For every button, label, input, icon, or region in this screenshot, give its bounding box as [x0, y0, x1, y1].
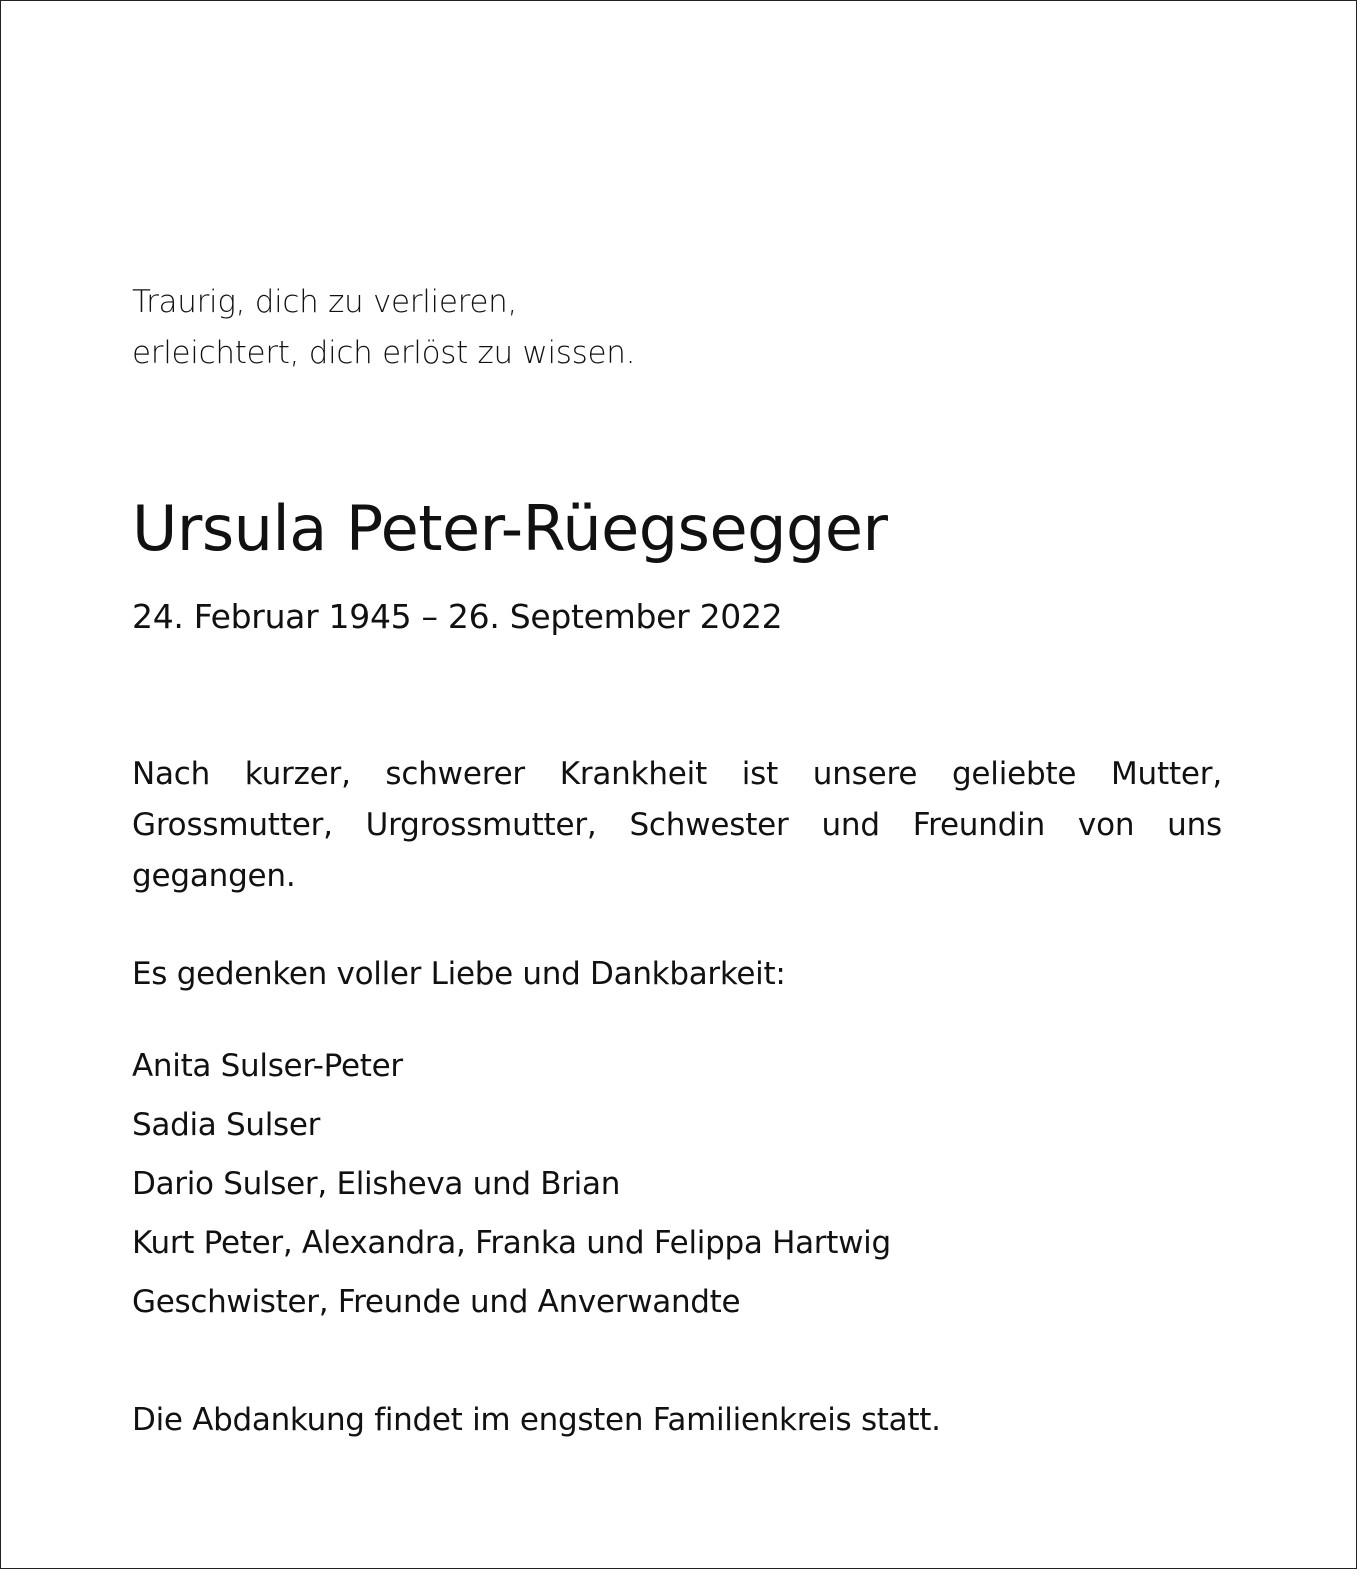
ceremony-note: Die Abdankung findet im engsten Familienkreis statt.	[132, 1402, 941, 1438]
motto	[132, 277, 635, 379]
mourner-item: Kurt Peter, Alexandra, Franka und Felippa Hartwig	[132, 1225, 891, 1261]
life-dates: 24. Februar 1945 – 26. September 2022	[132, 597, 783, 636]
deceased-name: Ursula Peter-Rüegsegger	[132, 492, 888, 565]
mourner-item: Dario Sulser, Elisheva und Brian	[132, 1166, 621, 1202]
mourners-intro: Es gedenken voller Liebe und Dankbarkeit:	[132, 956, 786, 992]
mourners-list	[132, 1043, 891, 1338]
mourner-item: Sadia Sulser	[132, 1107, 321, 1143]
mourner-item: Geschwister, Freunde und Anverwandte	[132, 1284, 741, 1320]
announcement-text: Nach kurzer, schwerer Krankheit ist unsere geliebte Mutter, Grossmutter, Urgrossmutter, Schwester und Freundin von uns gegangen.	[132, 756, 1222, 894]
motto-line-2: erleichtert, dich erlöst zu wissen.	[132, 335, 636, 371]
mourner-item: Anita Sulser-Peter	[132, 1048, 403, 1084]
motto-line-1: Traurig, dich zu verlieren,	[132, 284, 518, 320]
